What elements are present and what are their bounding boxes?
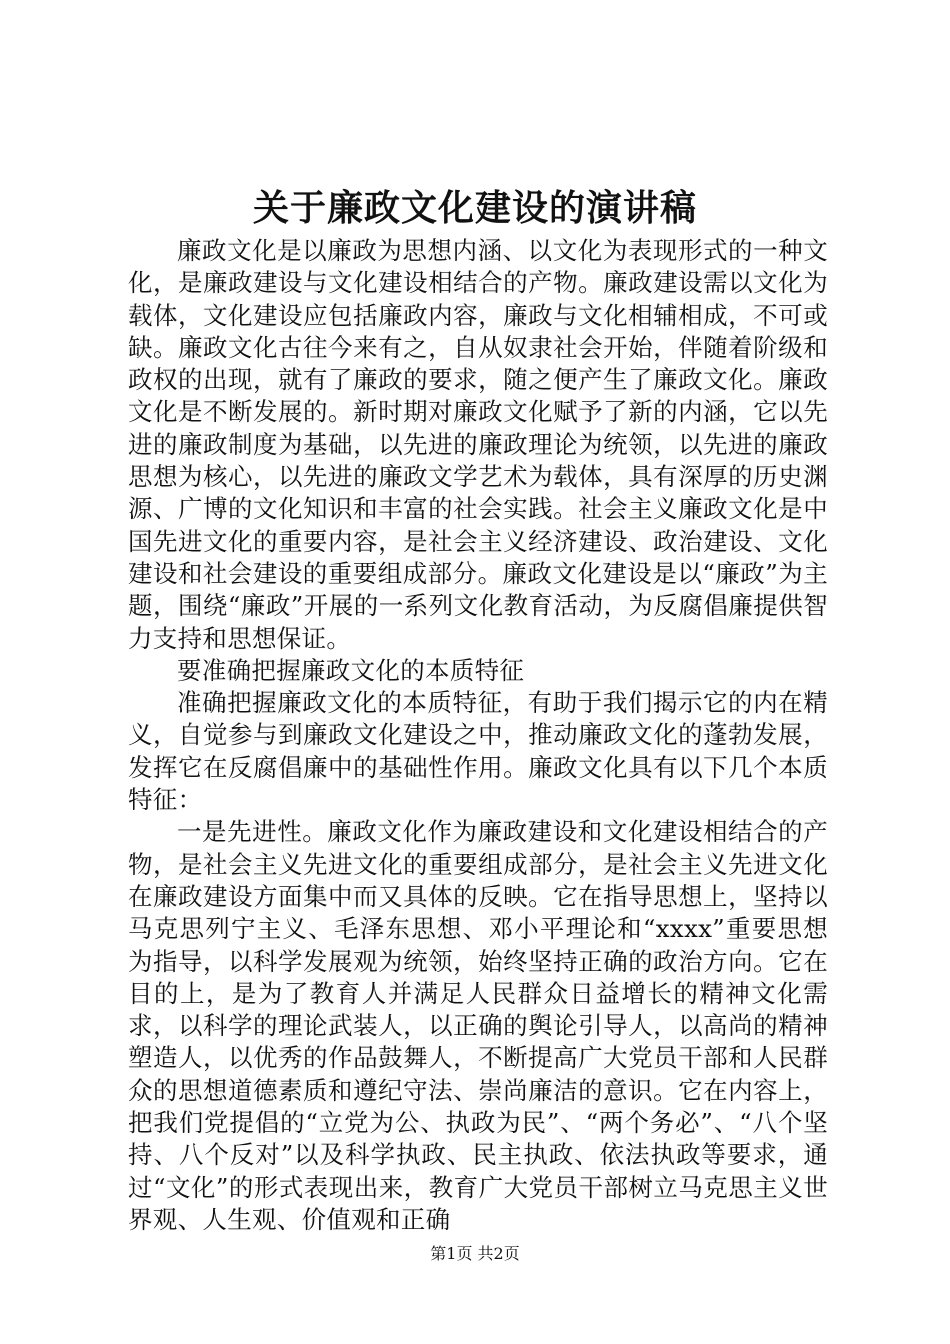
paragraph-advanced-nature: 一是先进性。廉政文化作为廉政建设和文化建设相结合的产物，是社会主义先进文化的重要组成部分，是社会主义先进文化在廉政建设方面集中而又具体的反映。它在指导思想上，坚持以马克思列宁主义、毛泽东思想、邓小平理论和“xxxx”重要思想为指导，以科学发展观为统领，始终坚持正确的政治方向。它在目的上，是为了教育人并满足人民群众日益增长的精神文化需求，以科学的理论武装人，以正确的舆论引导人，以高尚的精神塑造人，以优秀的作品鼓舞人，不断提高广大党员干部和人民群众的思想道德素质和遵纪守法、崇尚廉洁的意识。它在内容上，把我们党提倡的“立党为公、执政为民”、“两个务必”、“八个坚持、八个反对”以及科学执政、民主执政、依法执政等要求，通过“文化”的形式表现出来，教育广大党员干部树立马克思主义世界观、人生观、价值观和正确 <box>128 817 828 1234</box>
paragraph-essence: 准确把握廉政文化的本质特征，有助于我们揭示它的内在精义，自觉参与到廉政文化建设之中，推动廉政文化的蓬勃发展，发挥它在反腐倡廉中的基础性作用。廉政文化具有以下几个本质特征： <box>128 688 828 815</box>
page-footer: 第1页 共2页 <box>430 1244 520 1263</box>
document-body <box>128 235 828 1236</box>
document-title: 关于廉政文化建设的演讲稿 <box>252 187 697 229</box>
section-heading: 要准确把握廉政文化的本质特征 <box>177 655 525 685</box>
paragraph-intro: 廉政文化是以廉政为思想内涵、以文化为表现形式的一种文化，是廉政建设与文化建设相结合的产物。廉政建设需以文化为载体，文化建设应包括廉政内容，廉政与文化相辅相成，不可或缺。廉政文化古往今来有之，自从奴隶社会开始，伴随着阶级和政权的出现，就有了廉政的要求，随之便产生了廉政文化。廉政文化是不断发展的。新时期对廉政文化赋予了新的内涵，它以先进的廉政制度为基础，以先进的廉政理论为统领，以先进的廉政思想为核心，以先进的廉政文学艺术为载体，具有深厚的历史渊源、广博的文化知识和丰富的社会实践。社会主义廉政文化是中国先进文化的重要内容，是社会主义经济建设、政治建设、文化建设和社会建设的重要组成部分。廉政文化建设是以“廉政”为主题，围绕“廉政”开展的一系列文化教育活动，为反腐倡廉提供智力支持和思想保证。 <box>128 236 828 653</box>
